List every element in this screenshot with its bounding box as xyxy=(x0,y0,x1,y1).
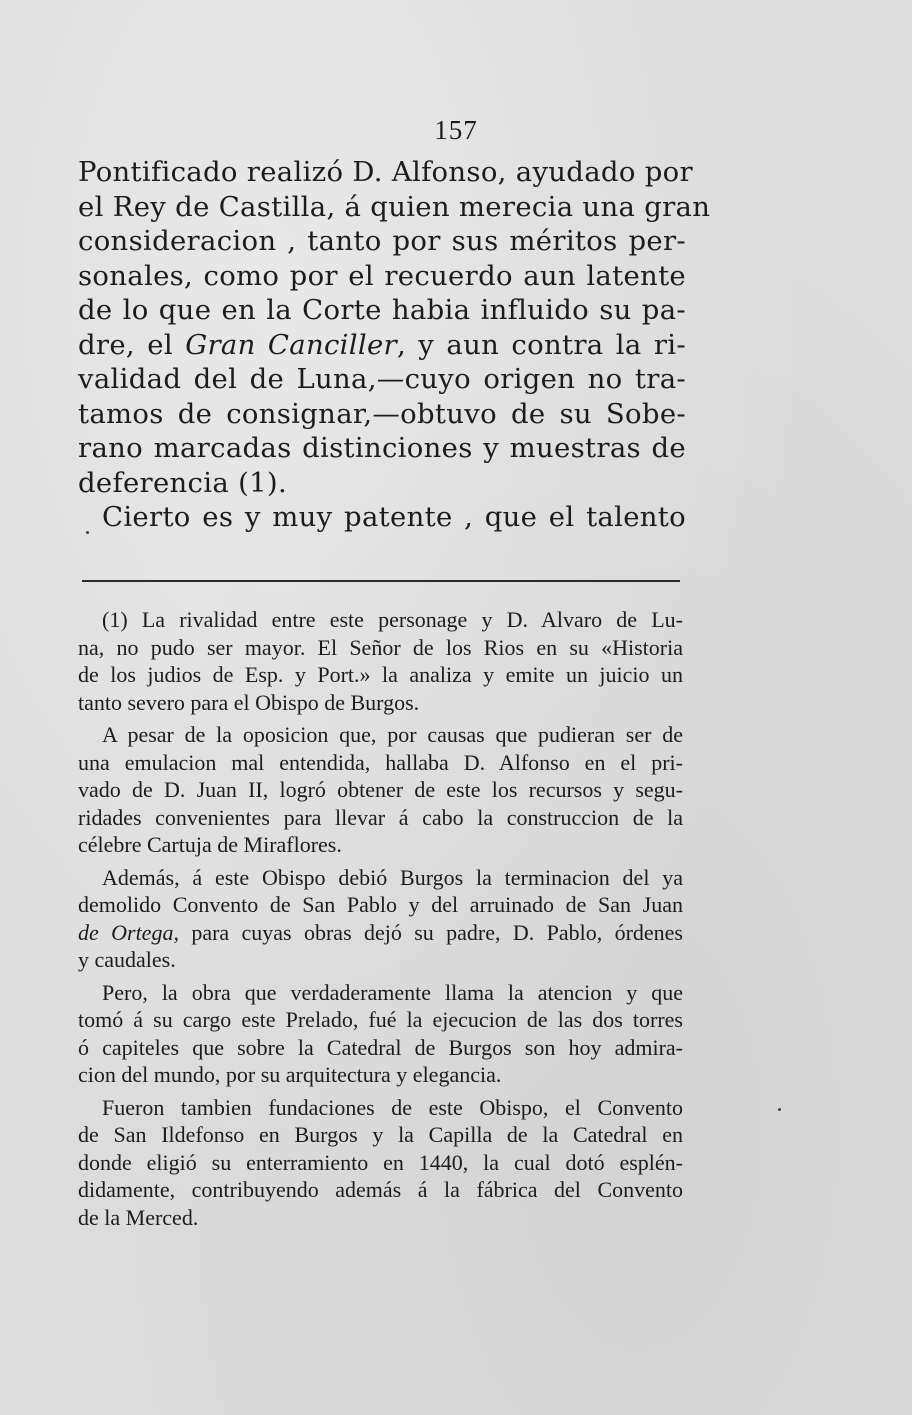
body-line: Cierto es y muy patente , que el talento xyxy=(102,501,686,533)
footnote-line: Fueron tambien fundaciones de este Obispo, el Convento xyxy=(102,1094,683,1120)
footnote-line: ridades convenientes para llevar á cabo la construccion de la xyxy=(78,804,683,830)
footnote-line: cion del mundo, por su arquitectura y elegancia. xyxy=(78,1062,502,1087)
footnote-line: Además, á este Obispo debió Burgos la terminacion del ya xyxy=(102,864,683,890)
body-line: el Rey de Castilla, á quien merecia una gran xyxy=(78,190,711,223)
page-number: 157 xyxy=(434,115,478,145)
ink-speck xyxy=(86,531,89,534)
footnote-line: (1) La rivalidad entre este personage y D. Alvaro de Lu- xyxy=(102,607,683,632)
body-line: deferencia (1). xyxy=(78,466,287,499)
ink-speck xyxy=(778,1108,781,1111)
body-text-segment: dre, el xyxy=(78,328,186,361)
footnote-text-segment: , para cuyas obras dejó su padre, D. Pablo, órdenes xyxy=(173,919,683,945)
footnote-line: vado de D. Juan II, logró obtener de este los recursos y segu- xyxy=(78,777,683,802)
footnotes-block xyxy=(78,606,683,1231)
body-line xyxy=(78,328,686,363)
footnote-line: tanto severo para el Obispo de Burgos. xyxy=(78,689,420,715)
footnote-line: didamente, contribuyendo además á la fábrica del Convento xyxy=(78,1177,683,1202)
italic-title: Gran Canciller xyxy=(185,328,397,361)
footnote-line: una emulacion mal entendida, hallaba D. Alfonso en el pri- xyxy=(78,749,683,775)
body-line: rano marcadas distinciones y muestras de xyxy=(78,432,686,464)
footnote-line: tomó á su cargo este Prelado, fué la ejecucion de las dos torres xyxy=(78,1007,683,1032)
body-line: Pontificado realizó D. Alfonso, ayudado por xyxy=(78,156,693,188)
footnote-line: Pero, la obra que verdaderamente llama la atencion y que xyxy=(102,979,683,1005)
footnote-line: de los judios de Esp. y Port.» la analiza y emite un juicio un xyxy=(78,662,683,687)
footnote-divider xyxy=(82,580,680,582)
body-line: de lo que en la Corte habia influido su pa- xyxy=(78,294,686,326)
italic-name: de Ortega xyxy=(78,919,174,945)
footnote-line xyxy=(78,919,683,947)
body-text-segment: , y aun contra la ri- xyxy=(396,328,686,361)
footnote-line: de la Merced. xyxy=(78,1204,199,1230)
footnote-line: ó capiteles que sobre la Catedral de Burgos son hoy admira- xyxy=(78,1034,683,1060)
footnote-line: A pesar de la oposicion que, por causas que pudieran ser de xyxy=(102,722,683,747)
main-body-text xyxy=(78,155,711,535)
footnote-line: demolido Convento de San Pablo y del arruinado de San Juan xyxy=(78,892,683,917)
footnote-line: donde eligió su enterramiento en 1440, la cual dotó esplén- xyxy=(78,1149,683,1175)
footnote-line: y caudales. xyxy=(78,947,176,972)
footnote-line: célebre Cartuja de Miraflores. xyxy=(78,832,342,857)
body-line: tamos de consignar,—obtuvo de su Sobe- xyxy=(78,397,686,430)
footnote-line: de San Ildefonso en Burgos y la Capilla de la Catedral en xyxy=(78,1122,683,1147)
footnote-line: na, no pudo ser mayor. El Señor de los Rios en su «Historia xyxy=(78,634,683,660)
body-line: validad del de Luna,—cuyo origen no tra- xyxy=(78,363,686,395)
body-line: consideracion , tanto por sus méritos per- xyxy=(78,225,686,257)
body-line: sonales, como por el recuerdo aun latente xyxy=(78,259,686,292)
